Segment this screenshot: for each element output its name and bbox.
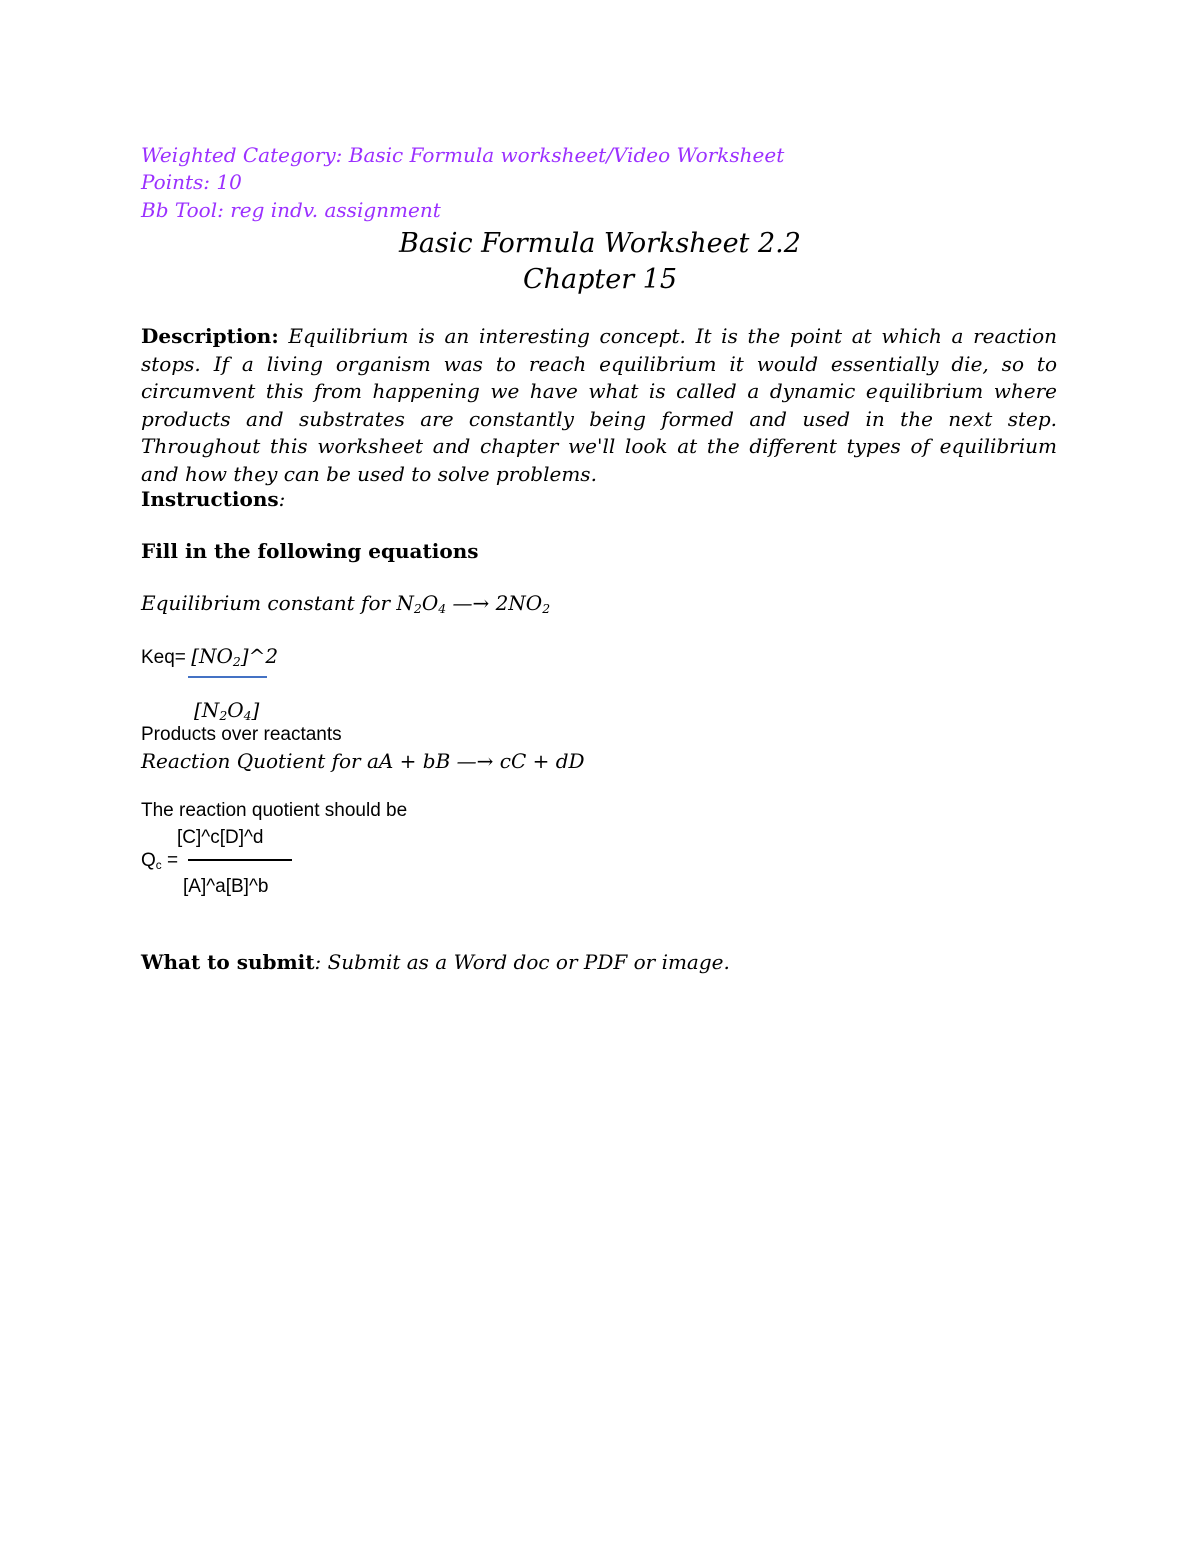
description-text: Equilibrium is an interesting concept. It is the point at which a reaction stops. If a living organism was to reach equilibrium it would essentially die, so to circumvent this from happening we have what is called a dynamic equilibrium where products and substrates are constantly being formed and used in the next step. Throughout this worksheet and chapter we'll look at the different types of equilibrium and how they can be used to solve problems. (141, 324, 1057, 486)
keq-numerator (191, 644, 278, 668)
prompt-text: —→ 2NO (446, 591, 543, 615)
description-paragraph (141, 323, 1057, 488)
subscript: 2 (413, 601, 422, 617)
subscript: 2 (232, 654, 241, 670)
prompt-text: Equilibrium constant for N (141, 591, 414, 615)
instructions-label: Instructions (141, 487, 279, 511)
instructions-heading (141, 485, 285, 513)
bb-tool-line: Bb Tool: reg indv. assignment (141, 198, 441, 222)
denominator-text: [N (194, 698, 220, 722)
instructions-colon: : (278, 487, 286, 511)
keq-fraction-rule (188, 676, 267, 678)
weighted-category-line: Weighted Category: Basic Formula worksheet/Video Worksheet (141, 143, 785, 167)
submit-label: What to submit (141, 950, 315, 974)
points-line: Points: 10 (141, 170, 242, 194)
subscript: 2 (219, 708, 228, 724)
numerator-text: ]^2 (240, 644, 279, 668)
equilibrium-constant-prompt (141, 589, 550, 617)
subscript: c (155, 858, 162, 872)
worksheet-title: Basic Formula Worksheet 2.2 (399, 228, 801, 259)
keq-equation-line (141, 642, 278, 671)
qc-denominator: [A]^a[B]^b (183, 876, 269, 897)
subscript: 4 (438, 601, 447, 617)
equals-sign: = (161, 850, 179, 871)
keq-denominator (194, 696, 259, 724)
submit-text: : Submit as a Word doc or PDF or image. (314, 950, 730, 974)
subscript: 2 (542, 601, 551, 617)
chapter-title: Chapter 15 (522, 264, 678, 295)
denominator-text: ] (251, 698, 260, 722)
qc-letter: Q (141, 850, 156, 871)
description-label: Description: (141, 324, 279, 348)
keq-label: Keq= (141, 647, 192, 668)
subscript: 4 (243, 708, 252, 724)
prompt-text: O (421, 591, 439, 615)
qc-label (141, 848, 178, 874)
qc-fraction-rule (188, 859, 292, 861)
numerator-text: [NO (191, 644, 233, 668)
fill-equations-heading: Fill in the following equations (141, 539, 479, 563)
denominator-text: O (227, 698, 244, 722)
submit-line (141, 948, 730, 976)
qc-numerator: [C]^c[D]^d (177, 827, 264, 848)
reaction-quotient-prompt: Reaction Quotient for aA + bB —→ cC + dD (141, 749, 585, 773)
answer-note: Products over reactants (141, 724, 342, 745)
reaction-quotient-intro: The reaction quotient should be (141, 800, 408, 821)
